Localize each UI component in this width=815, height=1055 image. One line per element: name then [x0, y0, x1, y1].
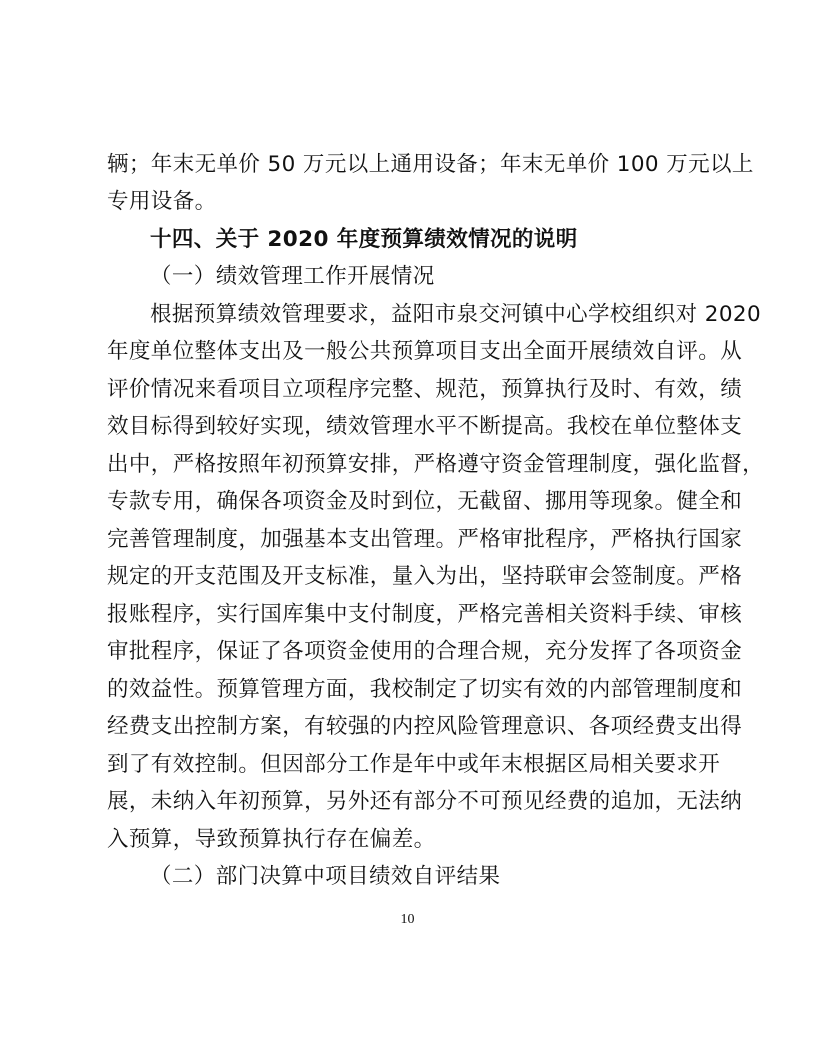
subsection-heading: （二）部门决算中项目绩效自评结果	[150, 864, 501, 889]
section-heading: 十四、关于 2020 年度预算绩效情况的说明	[150, 227, 578, 252]
body-text-line: 到了有效控制。但因部分工作是年中或年末根据区局相关要求开	[107, 752, 721, 777]
body-text-line: 评价情况来看项目立项程序完整、规范，预算执行及时、有效，绩	[107, 377, 743, 402]
body-text-line: 审批程序，保证了各项资金使用的合理合规，充分发挥了各项资金	[107, 639, 743, 664]
body-text-line: 效目标得到较好实现，绩效管理水平不断提高。我校在单位整体支	[107, 414, 743, 439]
body-text-line: 出中，严格按照年初预算安排，严格遵守资金管理制度，强化监督，	[107, 452, 765, 477]
body-text-line: 年度单位整体支出及一般公共预算项目支出全面开展绩效自评。从	[107, 339, 743, 364]
body-text-line: 辆；年末无单价 50 万元以上通用设备；年末无单价 100 万元以上	[107, 152, 754, 177]
body-text-line: 的效益性。预算管理方面，我校制定了切实有效的内部管理制度和	[107, 677, 743, 702]
subsection-heading: （一）绩效管理工作开展情况	[150, 264, 435, 289]
body-text-line: 完善管理制度，加强基本支出管理。严格审批程序，严格执行国家	[107, 527, 743, 552]
body-text-line: 专用设备。	[107, 189, 217, 214]
body-text-line: 根据预算绩效管理要求，益阳市泉交河镇中心学校组织对 2020	[150, 302, 762, 327]
body-text-line: 经费支出控制方案，有较强的内控风险管理意识、各项经费支出得	[107, 714, 743, 739]
page-number: 10	[400, 912, 415, 927]
body-text-line: 展，未纳入年初预算，另外还有部分不可预见经费的追加，无法纳	[107, 789, 743, 814]
body-text-line: 专款专用，确保各项资金及时到位，无截留、挪用等现象。健全和	[107, 489, 743, 514]
body-text-line: 规定的开支范围及开支标准，量入为出，坚持联审会签制度。严格	[107, 564, 743, 589]
body-text-line: 入预算，导致预算执行存在偏差。	[107, 827, 436, 852]
body-text-line: 报账程序，实行国库集中支付制度，严格完善相关资料手续、审核	[107, 602, 743, 627]
